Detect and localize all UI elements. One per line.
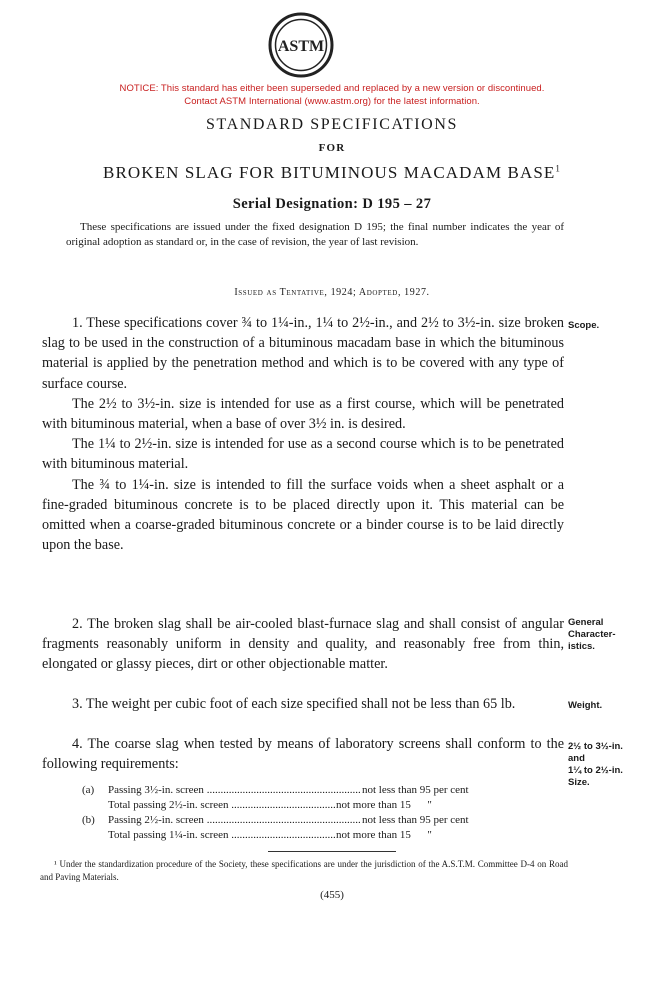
requirement-text: Passing 3½-in. screen .....: [108, 783, 362, 798]
requirement-label: (a): [82, 784, 95, 796]
serial-label: Serial Designation:: [232, 196, 359, 212]
issued-line: Issued as Tentative, 1924; Adopted, 1927.: [234, 287, 430, 298]
requirement-row: [82, 798, 469, 813]
sidenote-general: [568, 617, 660, 653]
requirement-row: [82, 783, 469, 798]
title-for: FOR: [318, 142, 346, 154]
sidenote-sizes-line-3: 1¼ to 2½-in.: [568, 765, 623, 776]
requirement-label: (b): [82, 814, 95, 826]
section-weight: [42, 694, 564, 714]
requirement-text: Passing 2½-in. screen .....: [108, 813, 362, 828]
sidenote-scope: Scope.: [568, 320, 600, 331]
sidenote-weight: Weight.: [568, 700, 603, 711]
sizes-paragraph: 4. The coarse slag when tested by means of laboratory screens shall conform to the following requirements:: [42, 736, 564, 773]
requirement-row: [82, 813, 469, 828]
scope-paragraph-3: The 1¼ to 2½-in. size is intended for use as a second course which is to be penetrated with bituminous material.: [42, 436, 564, 473]
requirement-value: not more than 15 ": [336, 799, 432, 811]
scope-paragraph-4: The ¾ to 1¼-in. size is intended to fill the surface voids when a sheet asphalt or a fine-graded bituminous concrete is to be placed directly upon it. This material can be omitted when a coarse-graded bituminous concrete or a binder course is to be laid directly upon the base.: [42, 476, 564, 554]
requirement-value: not more than 15 ": [336, 829, 432, 841]
section-general: [42, 614, 564, 675]
sidenote-sizes-line-4: Size.: [568, 777, 590, 788]
astm-logo: [268, 12, 334, 78]
title-text: BROKEN SLAG FOR BITUMINOUS MACADAM BASE: [103, 163, 556, 182]
footnote-divider: [268, 851, 396, 852]
page-number: (455): [320, 889, 344, 901]
serial-number: D 195 – 27: [362, 196, 432, 212]
sidenote-sizes: [568, 741, 660, 789]
intro-paragraph: These specifications are issued under the fixed designation D 195; the final number indicates the year of original adoption as standard or, in the case of revision, the year of last revision.: [66, 221, 564, 248]
serial-designation: [0, 196, 664, 213]
requirement-text: Total passing 2½-in. screen .....: [82, 798, 336, 813]
sidenote-sizes-line-1: 2½ to 3½-in.: [568, 741, 623, 752]
sidenote-general-line-3: istics.: [568, 641, 595, 652]
scope-paragraph-2: The 2½ to 3½-in. size is intended for use as a first course, which will be penetrated with bituminous material, when a base of over 3½ in. is desired.: [42, 395, 564, 433]
scope-paragraph-1: 1. These specifications cover ¾ to 1¼-in., 1¼ to 2½-in., and 2½ to 3½-in. size broken slag to be used in the construction of a bituminous macadam base in which the bituminous material is applied by the penetration method and which is to be covered with any type of surface course.: [42, 315, 564, 392]
footnote: ¹ Under the standardization procedure of the Society, these specifications are under the jurisdiction of the A.S.T.M. Committee D-4 on Road and Paving Materials.: [40, 859, 568, 882]
notice-line-1: NOTICE: This standard has either been superseded and replaced by a new version or discontinued.: [119, 83, 545, 94]
section-sizes: [42, 734, 564, 774]
requirement-value: not less than 95 per cent: [362, 814, 469, 826]
title-line-1: STANDARD SPECIFICATIONS: [206, 116, 458, 133]
title-footnote-ref: 1: [555, 163, 561, 174]
requirement-text: Total passing 1¼-in. screen .....: [82, 828, 336, 843]
title-line-2: [0, 163, 664, 183]
requirement-value: not less than 95 per cent: [362, 784, 469, 796]
sidenote-general-line-1: General: [568, 617, 604, 628]
sidenote-sizes-line-2: and: [568, 753, 585, 764]
sidenote-general-line-2: Character-: [568, 629, 616, 640]
requirement-row: [82, 828, 469, 843]
section-scope: [42, 313, 564, 555]
general-paragraph: 2. The broken slag shall be air-cooled blast-furnace slag and shall consist of angular fragments reasonably uniform in density and quality, and reasonably free from thin, elongated or glassy pieces, dirt or other objectionable matter.: [42, 616, 564, 673]
weight-paragraph: 3. The weight per cubic foot of each size specified shall not be less than 65 lb.: [72, 696, 516, 712]
notice-line-2: Contact ASTM International (www.astm.org) for the latest information.: [184, 96, 480, 107]
requirements-list: [82, 783, 469, 843]
svg-text:ASTM: ASTM: [277, 38, 325, 55]
